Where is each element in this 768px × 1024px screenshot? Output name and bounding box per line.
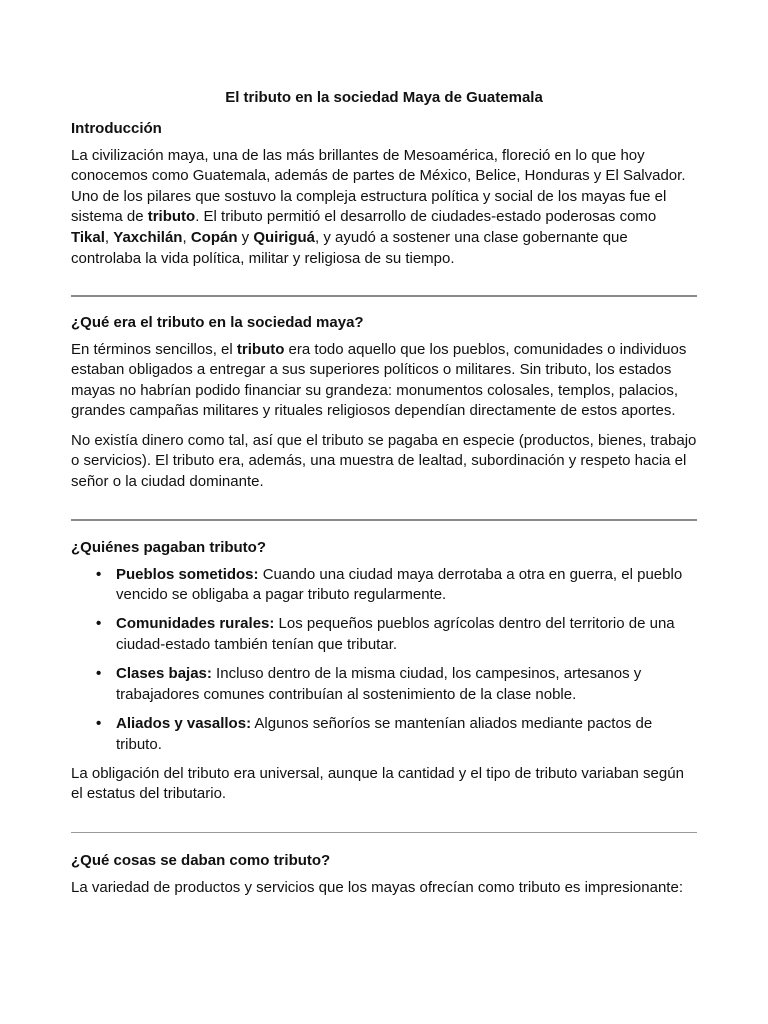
- intro-sep-1: ,: [104, 228, 114, 246]
- what-bold-tributo: tributo: [236, 340, 285, 358]
- who-list: [71, 565, 697, 756]
- things-heading: ¿Qué cosas se daban como tributo?: [71, 852, 331, 869]
- intro-paragraph: [71, 146, 697, 270]
- list-item: [71, 565, 697, 606]
- bullet-icon: •: [96, 565, 102, 583]
- intro-text-c: , y ayudó a sostener una clase gobernante que controlaba la vida política, militar y religiosa de su tiempo.: [71, 228, 628, 267]
- who-closing-paragraph: La obligación del tributo era universal, aunque la cantidad y el tipo de tributo variaban según el estatus del tributario.: [71, 764, 684, 803]
- who-heading: ¿Quiénes pagaban tributo?: [71, 539, 267, 556]
- what-section: [71, 313, 697, 492]
- list-item-term: Aliados y vasallos:: [116, 714, 252, 732]
- intro-text-a: La civilización maya, una de las más brillantes de Mesoamérica, floreció en lo que hoy conocemos como Guatemala, además de partes de México, Belice, Honduras y El Salvador. Uno de los pilares que sostuvo la compleja estructura política y social de los mayas fue el sistema de: [71, 146, 686, 226]
- things-section: [71, 851, 697, 898]
- city-quirigua: Quiriguá: [253, 228, 316, 246]
- section-divider: [71, 295, 697, 297]
- things-paragraph: La variedad de productos y servicios que los mayas ofrecían como tributo es impresionante:: [71, 878, 683, 896]
- list-item-text: Cuando una ciudad maya derrotaba a otra en guerra, el pueblo vencido se obligaba a pagar tributo regularmente.: [116, 565, 683, 604]
- what-text-a: En términos sencillos, el: [71, 340, 237, 358]
- what-paragraph-1: [71, 340, 697, 422]
- list-item-term: Comunidades rurales:: [116, 615, 275, 633]
- city-copan: Copán: [190, 228, 238, 246]
- city-tikal: Tikal: [71, 228, 105, 246]
- intro-text-b: . El tributo permitió el desarrollo de ciudades-estado poderosas como: [195, 208, 657, 226]
- section-divider: [71, 519, 697, 521]
- intro-bold-tributo: tributo: [147, 208, 196, 226]
- list-item-term: Pueblos sometidos:: [116, 565, 259, 583]
- intro-sep-3: y: [237, 228, 254, 246]
- list-item-text: Algunos señoríos se mantenían aliados mediante pactos de tributo.: [116, 714, 653, 753]
- list-item: [71, 714, 697, 755]
- list-item: [71, 614, 697, 655]
- what-paragraph-2: No existía dinero como tal, así que el tributo se pagaba en especie (productos, bienes, trabajo o servicios). El tributo era, además, una muestra de lealtad, subordinación y respeto hacia el señor o la ciudad dominante.: [71, 431, 697, 490]
- intro-sep-2: ,: [182, 228, 191, 246]
- bullet-icon: •: [96, 615, 102, 633]
- what-text-b: era todo aquello que los pueblos, comunidades o individuos estaban obligados a entregar a sus superiores políticos o militares. Sin tributo, los estados mayas no habrían podido financiar su grandeza: monumentos colosales, templos, palacios, grandes campañas militares y rituales religiosos dependían directamente de estos aportes.: [71, 340, 687, 420]
- city-yaxchilan: Yaxchilán: [113, 228, 183, 246]
- what-heading: ¿Qué era el tributo en la sociedad maya?: [71, 314, 364, 331]
- bullet-icon: •: [96, 714, 102, 732]
- section-divider: [71, 832, 697, 833]
- list-item: [71, 664, 697, 705]
- intro-section: [71, 119, 697, 269]
- list-item-text: Los pequeños pueblos agrícolas dentro del territorio de una ciudad-estado también tenían que tributar.: [116, 615, 675, 653]
- list-item-term: Clases bajas:: [116, 665, 212, 683]
- list-item-text: Incluso dentro de la misma ciudad, los campesinos, artesanos y trabajadores comunes contribuían al sostenimiento de la clase noble.: [116, 665, 642, 703]
- who-section: [71, 538, 697, 805]
- document-title: El tributo en la sociedad Maya de Guatemala: [225, 89, 543, 106]
- bullet-icon: •: [96, 665, 102, 683]
- intro-heading: Introducción: [71, 120, 162, 137]
